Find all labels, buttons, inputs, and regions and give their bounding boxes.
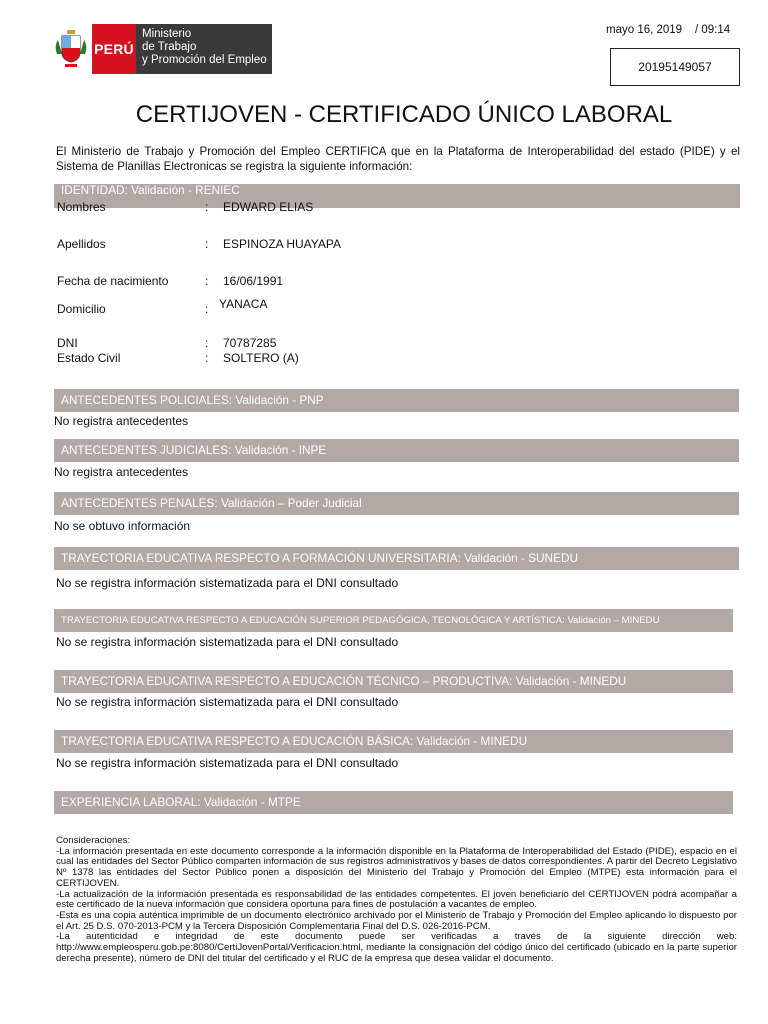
ministry-logo (54, 24, 272, 74)
intro-paragraph: El Ministerio de Trabajo y Promoción del Empleo CERTIFICA que en la Plataforma de Interoperabilidad del estado (PIDE) y el Sistema de Planillas Electronicas se registra la siguiente información: (56, 145, 740, 173)
field-label-estado-civil: Estado Civil (57, 351, 121, 365)
section-text-basica: No se registra información sistematizada para el DNI consultado (56, 756, 399, 770)
ministry-line: y Promoción del Empleo (142, 54, 267, 66)
field-colon: : (205, 200, 209, 214)
consideration-item: -La información presentada en este documento corresponde a la información disponible en la Plataforma de Interoperabilidad del Estado (PIDE), espacio en el cual las entidades del Sector Público comparten información de sus registros administrativos y bases de datos correspondientes. A partir del Decreto Legislativo Nº 1378 las entidades del Sector Público ponen a disposición del Ministerio del Trabajo y Promoción del Empleo (MTPE) esta información para el CERTIJOVEN. (56, 845, 737, 889)
field-value-apellidos: ESPINOZA HUAYAPA (223, 237, 342, 251)
consideration-item: -Esta es una copia auténtica imprimible de un documento electrónico archivado por el Ministerio de Trabajo y Promoción del Empleo aplicando lo dispuesto por el Art. 25 D.S. 070-2013-PCM y la Tercera Disposición Complementaria Final del D.S. 026-2016-PCM. (56, 909, 737, 932)
field-colon: : (205, 237, 209, 251)
document-title: CERTIJOVEN - CERTIFICADO ÚNICO LABORAL (135, 101, 673, 128)
field-colon: : (205, 274, 209, 288)
section-header-universitaria: TRAYECTORIA EDUCATIVA RESPECTO A FORMACIÓN UNIVERSITARIA: Validación - SUNEDU (54, 547, 739, 570)
ministry-line: de Trabajo (142, 41, 197, 53)
section-header-policiales: ANTECEDENTES POLICIALES: Validación - PNP (54, 389, 739, 412)
field-colon: : (205, 302, 209, 316)
section-text-penales: No se obtuvo información (54, 519, 191, 533)
section-text-tecnico: No se registra información sistematizada para el DNI consultado (56, 695, 399, 709)
field-label-fecha-nacimiento: Fecha de nacimiento (57, 274, 169, 288)
field-value-fecha-nacimiento: 16/06/1991 (223, 274, 284, 288)
field-colon: : (205, 351, 209, 365)
field-value-estado-civil: SOLTERO (A) (223, 351, 299, 365)
field-colon: : (205, 336, 209, 350)
section-header-experiencia: EXPERIENCIA LABORAL: Validación - MTPE (54, 791, 733, 814)
consideration-item: -La autenticidad e integridad de este documento puede ser verificadas a través de la siguiente dirección web: http://www.empleosperu.gob.pe:8080/CertiJovenPortal/Verificacion.html, mediante la consignación del código único del certificado (ubicado en la parte superior derecha presente), número de DNI del titular del certificado y el RUC de la empresa que desea validar el documento. (56, 931, 737, 964)
field-label-domicilio: Domicilio (57, 302, 106, 316)
issue-date: mayo 16, 2019 (606, 24, 683, 36)
field-label-nombres: Nombres (57, 200, 106, 214)
section-header-identity: IDENTIDAD: Validación - RENIEC (54, 184, 740, 208)
field-value-domicilio: YANACA (219, 297, 268, 311)
ministry-name (136, 24, 272, 74)
considerations-title: Consideraciones: (56, 835, 131, 846)
field-label-dni: DNI (57, 336, 78, 350)
section-text-universitaria: No se registra información sistematizada para el DNI consultado (56, 576, 399, 590)
section-header-superior: TRAYECTORIA EDUCATIVA RESPECTO A EDUCACIÓN SUPERIOR PEDAGÓGICA, TECNOLÓGICA Y ARTÍSTICA: Validación – MINEDU (54, 609, 733, 632)
ministry-line: Ministerio (142, 28, 192, 40)
issue-time: / 09:14 (695, 24, 731, 36)
section-header-penales: ANTECEDENTES PENALES: Validación – Poder Judicial (54, 492, 739, 515)
field-label-apellidos: Apellidos (57, 237, 106, 251)
coat-of-arms-icon (54, 24, 88, 74)
section-text-superior: No se registra información sistematizada para el DNI consultado (56, 635, 399, 649)
field-value-nombres: EDWARD ELIAS (223, 200, 314, 214)
section-header-tecnico: TRAYECTORIA EDUCATIVA RESPECTO A EDUCACIÓN TÉCNICO – PRODUCTIVA: Validación - MINEDU (54, 670, 733, 693)
consideration-item: -La actualización de la información presentada es responsabilidad de las entidades competentes. El joven beneficiario del CERTIJOVEN podrá acompañar a este certificado de la nueva información que considera oportuna para fines de postulación a vacantes de empleo. (56, 888, 737, 911)
field-value-dni: 70787285 (223, 336, 277, 350)
peru-brand: PERÚ (92, 24, 136, 74)
section-header-judiciales: ANTECEDENTES JUDICIALES: Validación - INPE (54, 439, 739, 462)
section-text-policiales: No registra antecedentes (54, 414, 189, 428)
considerations-block (56, 836, 737, 964)
section-header-basica: TRAYECTORIA EDUCATIVA RESPECTO A EDUCACIÓN BÁSICA: Validación - MINEDU (54, 730, 733, 753)
section-text-judiciales: No registra antecedentes (54, 465, 189, 479)
certificate-number: 20195149057 (610, 48, 740, 86)
